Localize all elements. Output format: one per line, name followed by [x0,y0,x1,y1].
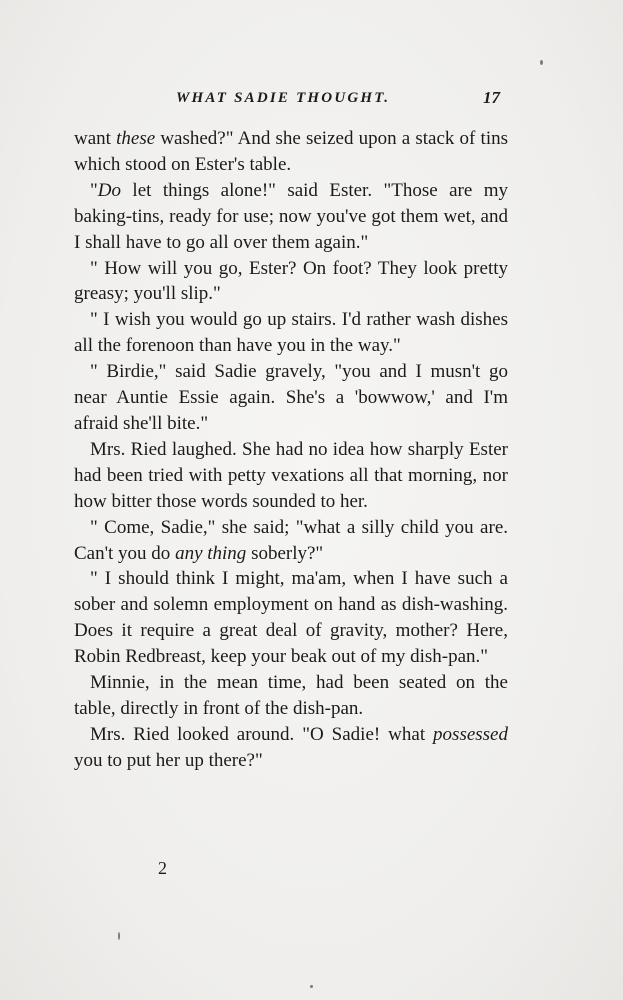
text-run: " [90,179,98,201]
text-run: Minnie, in the mean time, had been seated on the table, directly in front of the dish-pan. [74,672,508,719]
paragraph [74,722,508,774]
paper-speck [118,932,120,940]
italic-text: these [116,128,156,149]
text-run: " I wish you would go up stairs. I'd rather wash dishes all the forenoon than have you in the way." [74,309,508,357]
text-run: you to put her up there?" [74,749,263,771]
paragraph [74,178,508,256]
text-run: want [74,128,117,149]
paragraph [74,515,508,567]
italic-text: any thing [175,542,247,564]
page-number: 17 [483,88,500,107]
paragraph [74,670,508,722]
paper-speck [540,60,543,65]
paragraph [74,437,508,515]
text-run: let things alone!" said Ester. "Those are my baking-tins, ready for use; now you've got them wet, and I shall have to go all over them again." [74,179,508,253]
text-run: " I should think I might, ma'am, when I have such a sober and solemn employment on hand as dish-washing. Does it require a great deal of gravity, mother? Here, Robin Redbreast, keep your beak out of my dish-pan." [74,568,508,668]
text-run: soberly?" [246,542,324,564]
paragraph [74,307,508,359]
paragraph [74,566,508,670]
text-run: Mrs. Ried looked around. "O Sadie! what [90,723,434,745]
paragraph [74,359,508,437]
italic-text: possessed [433,723,508,745]
text-run: washed?" And she seized upon a stack of tins which stood on Ester's table. [74,128,508,175]
running-head [0,84,623,114]
paragraph [74,256,508,308]
signature-mark: 2 [158,858,167,878]
paper-speck [310,985,313,988]
text-run: " Birdie," said Sadie gravely, "you and I musn't go near Auntie Essie again. She's a 'bowwow,' and I'm afraid she'll bite." [74,361,508,434]
body-text [74,126,508,774]
text-run: Mrs. Ried laughed. She had no idea how sharply Ester had been tried with petty vexations all that morning, nor how bitter those words sounded to her. [74,438,508,512]
italic-text: Do [97,179,121,201]
running-title: WHAT SADIE THOUGHT. [176,90,391,106]
text-run: " Come, Sadie," she said; "what a silly child you are. Can't you do [74,516,508,564]
text-run: " How will you go, Ester? On foot? They look pretty greasy; you'll slip." [74,257,508,305]
paragraph [74,126,508,178]
